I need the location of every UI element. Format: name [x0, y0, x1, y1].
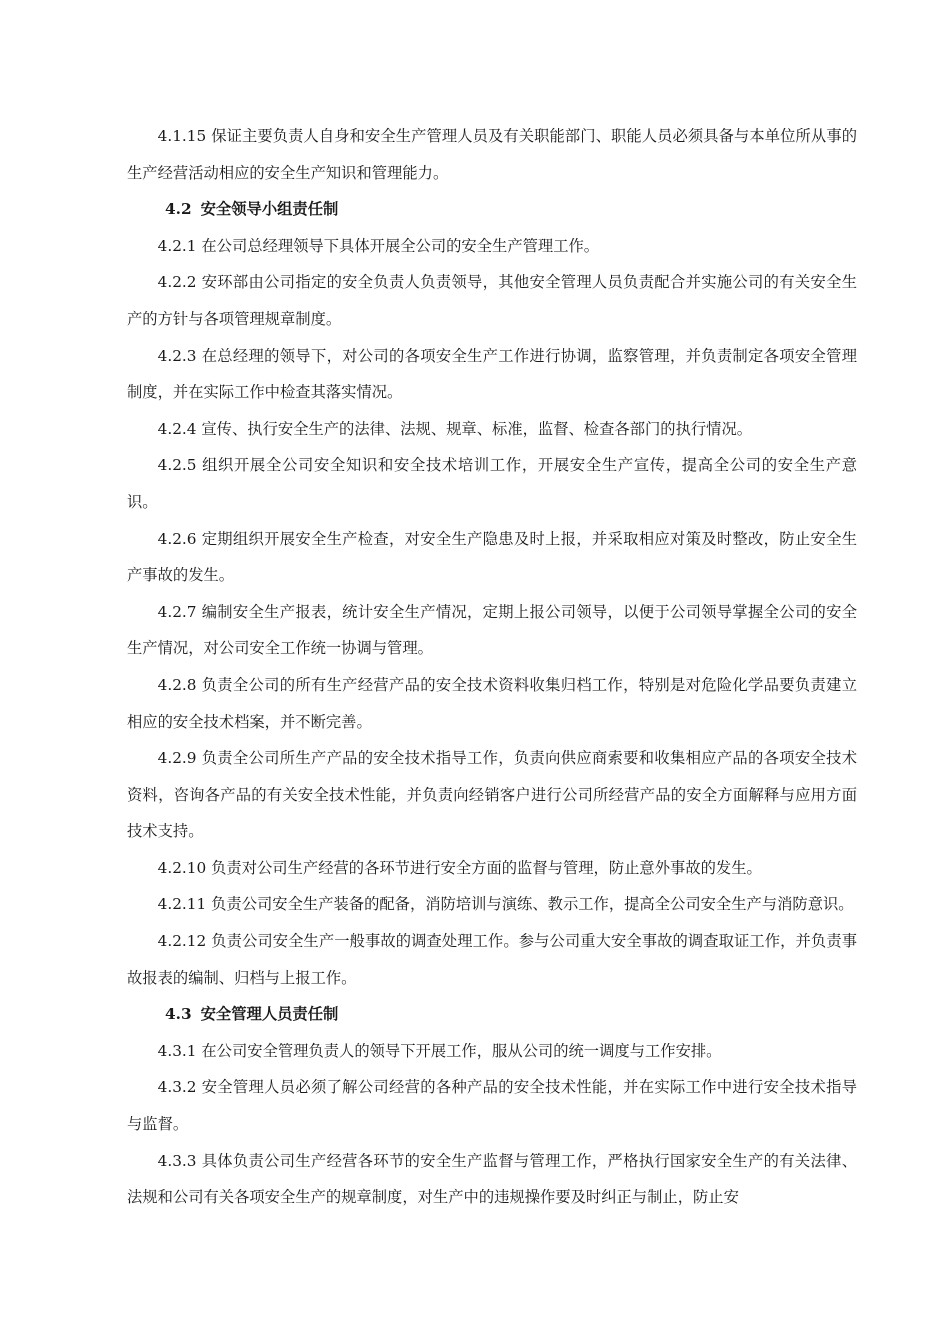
- section-title: 安全管理人员责任制: [200, 1005, 339, 1024]
- clause-4-2-1: 4.2.1 在公司总经理领导下具体开展全公司的安全生产管理工作。: [157, 236, 600, 255]
- clause-4-2-7: 4.2.7 编制安全生产报表，统计安全生产情况，定期上报公司领导，以便于公司领导掌握全公司的安全生产情况，对公司安全工作统一协调与管理。: [127, 602, 857, 658]
- section-number: 4.3: [165, 1005, 192, 1024]
- clause-4-2-5: 4.2.5 组织开展全公司安全知识和安全技术培训工作，开展安全生产宣传，提高全公司的安全生产意识。: [127, 456, 857, 511]
- clause-4-1-15: 4.1.15 保证主要负责人自身和安全生产管理人员及有关职能部门、职能人员必须具备与本单位所从事的生产经营活动相应的安全生产知识和管理能力。: [127, 127, 857, 182]
- clause-4-3-2: 4.3.2 安全管理人员必须了解公司经营的各种产品的安全技术性能，并在实际工作中进行安全技术指导与监督。: [127, 1078, 857, 1134]
- clause-4-2-10: 4.2.10 负责对公司生产经营的各环节进行安全方面的监督与管理，防止意外事故的发生。: [157, 858, 762, 877]
- clause-4-2-8: 4.2.8 负责全公司的所有生产经营产品的安全技术资料收集归档工作，特别是对危险化学品要负责建立相应的安全技术档案，并不断完善。: [127, 675, 857, 731]
- section-number: 4.2: [165, 200, 192, 219]
- clause-4-2-9: 4.2.9 负责全公司所生产产品的安全技术指导工作，负责向供应商索要和收集相应产品的各项安全技术资料，咨询各产品的有关安全技术性能，并负责向经销客户进行公司所经营产品的安全方面解释与应用方面技术支持。: [127, 749, 857, 841]
- section-heading-4-3: [127, 996, 857, 1033]
- clause-4-2-6: 4.2.6 定期组织开展安全生产检查，对安全生产隐患及时上报，并采取相应对策及时整改，防止安全生产事故的发生。: [127, 529, 857, 585]
- clause-4-3-1: 4.3.1 在公司安全管理负责人的领导下开展工作，服从公司的统一调度与工作安排。: [157, 1041, 722, 1060]
- clause-4-2-2: 4.2.2 安环部由公司指定的安全负责人负责领导，其他安全管理人员负责配合并实施公司的有关安全生产的方针与各项管理规章制度。: [127, 273, 857, 328]
- section-heading-4-2: [127, 191, 857, 228]
- section-title: 安全领导小组责任制: [200, 200, 339, 219]
- clause-4-2-12: 4.2.12 负责公司安全生产一般事故的调查处理工作。参与公司重大安全事故的调查取证工作，并负责事故报表的编制、归档与上报工作。: [127, 932, 857, 987]
- clause-4-3-3: 4.3.3 具体负责公司生产经营各环节的安全生产监督与管理工作，严格执行国家安全生产的有关法律、法规和公司有关各项安全生产的规章制度，对生产中的违规操作要及时纠正与制止，防止安: [127, 1151, 857, 1207]
- clause-4-2-4: 4.2.4 宣传、执行安全生产的法律、法规、规章、标准，监督、检查各部门的执行情况。: [157, 419, 753, 438]
- clause-4-2-3: 4.2.3 在总经理的领导下，对公司的各项安全生产工作进行协调，监察管理，并负责制定各项安全管理制度，并在实际工作中检查其落实情况。: [127, 346, 857, 402]
- clause-4-2-11: 4.2.11 负责公司安全生产装备的配备，消防培训与演练、教示工作，提高全公司安全生产与消防意识。: [157, 895, 854, 914]
